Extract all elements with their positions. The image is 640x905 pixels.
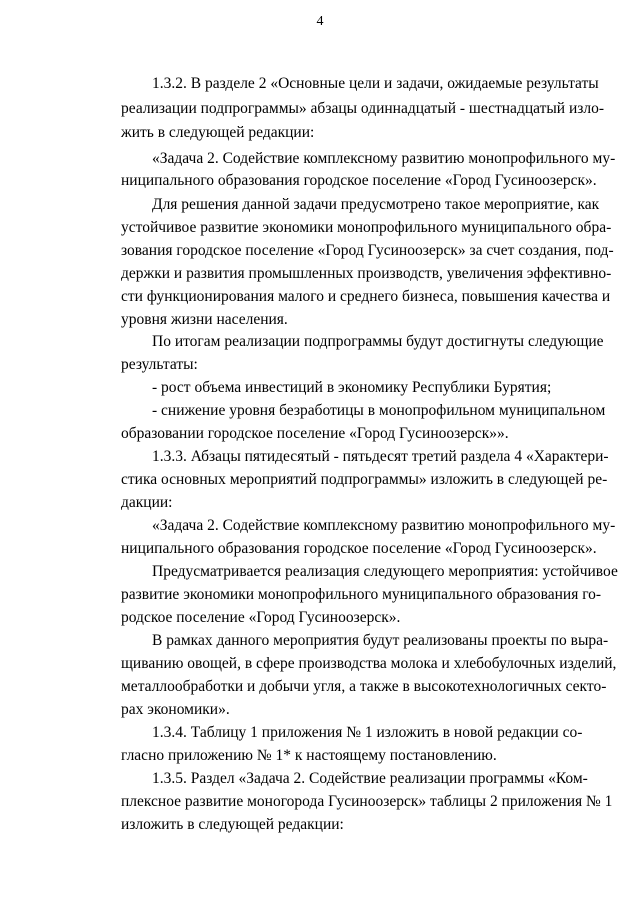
text-line: рах экономики». — [121, 701, 230, 718]
text-line: жить в следующей редакции: — [121, 124, 315, 141]
text-line: уровня жизни населения. — [121, 311, 288, 328]
text-line: развитие экономики монопрофильного муниципального образования го- — [121, 586, 602, 603]
page-number: 4 — [316, 14, 324, 29]
text-line: Предусматривается реализация следующего мероприятия: устойчивое — [152, 563, 618, 580]
text-line: держки и развития промышленных производств, увеличения эффективно- — [121, 265, 612, 282]
text-line: «Задача 2. Содействие комплексному развитию монопрофильного му- — [152, 150, 616, 167]
text-line: В рамках данного мероприятия будут реализованы проекты по выра- — [152, 632, 609, 649]
text-line: По итогам реализации подпрограммы будут достигнуты следующие — [152, 333, 604, 350]
text-line: результаты: — [121, 356, 198, 373]
text-line: гласно приложению № 1* к настоящему постановлению. — [121, 747, 497, 764]
text-line: образовании городское поселение «Город Гусиноозерск»». — [121, 425, 509, 442]
text-line: сти функционирования малого и среднего бизнеса, повышения качества и — [121, 288, 611, 305]
text-line: 1.3.5. Раздел «Задача 2. Содействие реализации программы «Ком- — [152, 770, 588, 787]
text-line: родское поселение «Город Гусиноозерск». — [121, 609, 401, 626]
text-line: - снижение уровня безработицы в монопрофильном муниципальном — [152, 402, 606, 419]
text-line: зования городское поселение «Город Гусиноозерск» за счет создания, под- — [121, 242, 614, 259]
text-line: - рост объема инвестиций в экономику Республики Бурятия; — [152, 379, 552, 396]
text-line: ниципального образования городское поселение «Город Гусиноозерск». — [121, 540, 597, 557]
text-line: щиванию овощей, в сфере производства молока и хлебобулочных изделий, — [121, 655, 617, 672]
text-line: стика основных мероприятий подпрограммы» изложить в следующей ре- — [121, 471, 608, 488]
text-line: металлообработки и добычи угля, а также в высокотехнологичных секто- — [121, 678, 607, 695]
text-line: 1.3.2. В разделе 2 «Основные цели и задачи, ожидаемые результаты — [152, 75, 599, 92]
text-line: плексное развитие моногорода Гусиноозерск» таблицы 2 приложения № 1 — [121, 793, 613, 810]
text-line: дакции: — [121, 494, 173, 511]
text-line: изложить в следующей редакции: — [121, 816, 344, 833]
text-line: Для решения данной задачи предусмотрено такое мероприятие, как — [152, 196, 600, 213]
text-line: «Задача 2. Содействие комплексному развитию монопрофильного му- — [152, 517, 616, 534]
text-line: 1.3.3. Абзацы пятидесятый - пятьдесят третий раздела 4 «Характери- — [152, 448, 609, 465]
text-line: устойчивое развитие экономики монопрофильного муниципального обра- — [121, 219, 612, 236]
text-line: ниципального образования городское поселение «Город Гусиноозерск». — [121, 172, 597, 189]
text-line: реализации подпрограммы» абзацы одиннадцатый - шестнадцатый изло- — [121, 100, 605, 117]
text-line: 1.3.4. Таблицу 1 приложения № 1 изложить в новой редакции со- — [152, 724, 583, 741]
